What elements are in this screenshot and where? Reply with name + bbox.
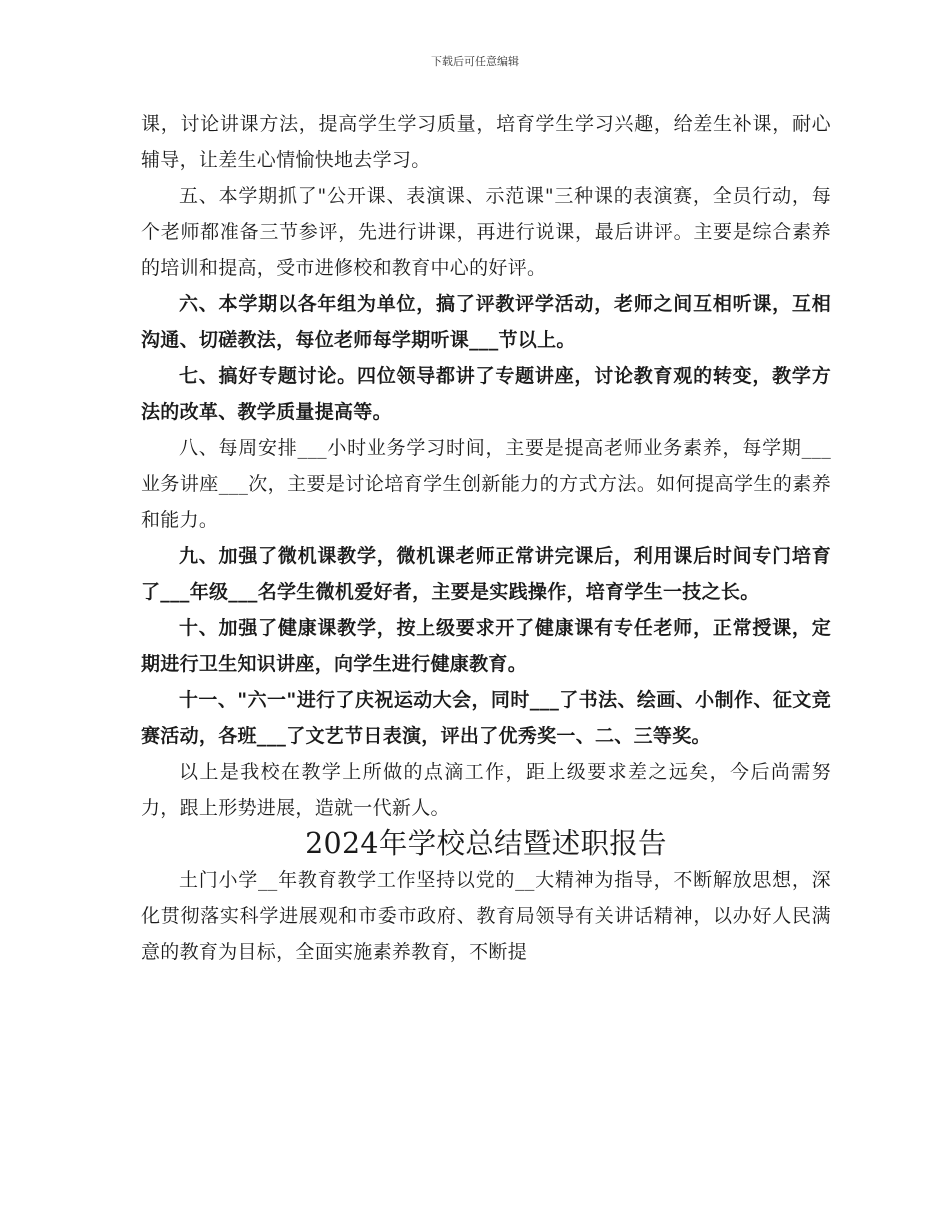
paragraph-item-7: 七、搞好专题讨论。四位领导都讲了专题讲座，讨论教育观的转变，教学方法的改革、教学质量提高等。 [141,365,831,423]
paragraph-report-intro: 土门小学__年教育教学工作坚持以党的__大精神为指导，不断解放思想，深化贯彻落实科学进展观和市委市政府、教育局领导有关讲话精神，以办好人民满意的教育为目标，全面实施素养教育，不断提 [141,869,831,963]
section-title: 2024年学校总结暨述职报告 [305,827,667,860]
paragraph-continuation: 课，讨论讲课方法，提高学生学习质量，培育学生学习兴趣，给差生补课，耐心辅导，让差生心情愉快地去学习。 [141,113,831,171]
paragraph-item-6: 六、本学期以各年组为单位，搞了评教评学活动，老师之间互相听课，互相沟通、切磋教法，每位老师每学期听课___节以上。 [141,293,831,351]
paragraph-conclusion: 以上是我校在教学上所做的点滴工作，距上级要求差之远矣，今后尚需努力，跟上形势进展，造就一代新人。 [141,761,831,819]
paragraph-item-10: 十、加强了健康课教学，按上级要求开了健康课有专任老师，正常授课，定期进行卫生知识讲座，向学生进行健康教育。 [141,617,831,675]
document-body [141,106,831,970]
paragraph-item-5: 五、本学期抓了"公开课、表演课、示范课"三种课的表演赛，全员行动，每个老师都准备三节参评，先进行讲课，再进行说课，最后讲评。主要是综合素养的培训和提高，受市进修校和教育中心的好评。 [141,185,831,279]
paragraph-item-9: 九、加强了微机课教学，微机课老师正常讲完课后，利用课后时间专门培育了___年级___名学生微机爱好者，主要是实践操作，培育学生一技之长。 [141,545,831,603]
paragraph-item-8: 八、每周安排___小时业务学习时间，主要是提高老师业务素养，每学期___业务讲座___次，主要是讨论培育学生创新能力的方式方法。如何提高学生的素养和能力。 [141,437,831,531]
paragraph-item-11: 十一、"六一"进行了庆祝运动大会，同时___了书法、绘画、小制作、征文竞赛活动，各班___了文艺节日表演，评出了优秀奖一、二、三等奖。 [141,689,831,747]
header-note: 下载后可任意编辑 [431,55,519,68]
